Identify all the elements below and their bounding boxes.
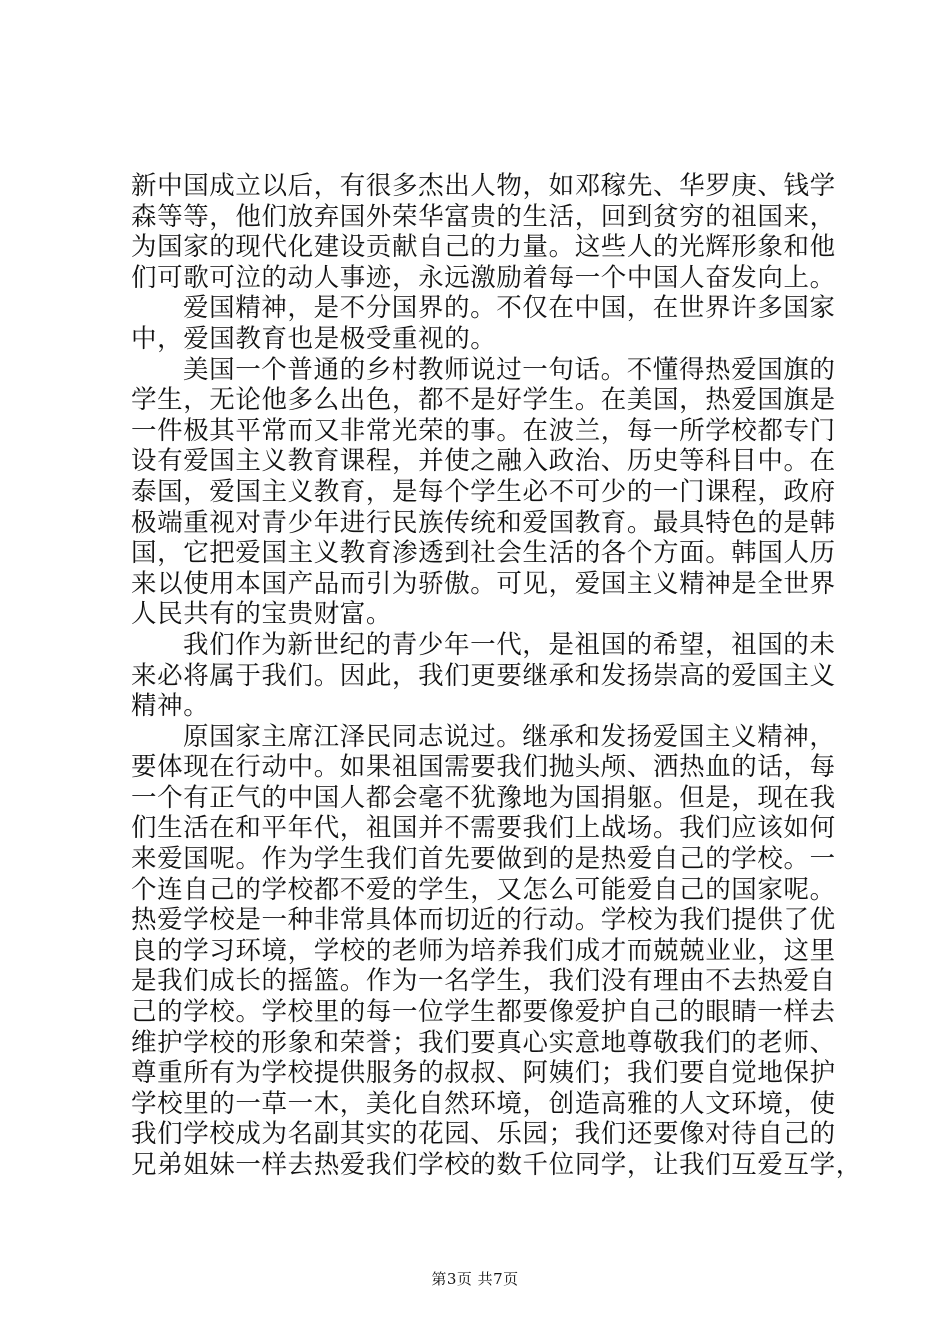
paragraph-5-line-13: 学校里的一草一木，美化自然环境，创造高雅的人文环境，使 (131, 1088, 836, 1119)
paragraph-5-line-5: 来爱国呢。作为学生我们首先要做到的是热爱自己的学校。一 (131, 844, 836, 875)
paragraph-2-line-1: 爱国精神，是不分国界的。不仅在中国，在世界许多国家 (183, 293, 836, 324)
paragraph-5-line-3: 一个有正气的中国人都会毫不犹豫地为国捐躯。但是，现在我 (131, 782, 836, 813)
paragraph-3-line-7: 国，它把爱国主义教育渗透到社会生活的各个方面。韩国人历 (131, 538, 836, 569)
paragraph-5-line-10: 己的学校。学校里的每一位学生都要像爱护自己的眼睛一样去 (131, 997, 836, 1028)
paragraph-5-line-14: 我们学校成为名副其实的花园、乐园；我们还要像对待自己的 (131, 1119, 836, 1150)
paragraph-1-line-2: 森等等，他们放弃国外荣华富贵的生活，回到贫穷的祖国来， (131, 201, 836, 232)
paragraph-5-line-6: 个连自己的学校都不爱的学生，又怎么可能爱自己的国家呢。 (131, 874, 836, 905)
paragraph-5-line-4: 们生活在和平年代，祖国并不需要我们上战场。我们应该如何 (131, 813, 836, 844)
paragraph-1-line-1: 新中国成立以后，有很多杰出人物，如邓稼先、华罗庚、钱学 (131, 171, 836, 201)
paragraph-5-line-2: 要体现在行动中。如果祖国需要我们抛头颅、洒热血的话，每 (131, 752, 836, 783)
paragraph-5-line-7: 热爱学校是一种非常具体而切近的行动。学校为我们提供了优 (131, 905, 836, 936)
paragraph-4-line-3: 精神。 (131, 691, 210, 722)
paragraph-3-line-4: 设有爱国主义教育课程，并使之融入政治、历史等科目中。在 (131, 446, 836, 477)
paragraph-4-line-1: 我们作为新世纪的青少年一代，是祖国的希望，祖国的未 (183, 629, 836, 660)
paragraph-5-line-8: 良的学习环境，学校的老师为培养我们成才而兢兢业业，这里 (131, 935, 836, 966)
document-body (131, 171, 862, 1181)
paragraph-3-line-2: 学生，无论他多么出色，都不是好学生。在美国，热爱国旗是 (131, 385, 836, 416)
paragraph-5-line-11: 维护学校的形象和荣誉；我们要真心实意地尊敬我们的老师、 (131, 1027, 836, 1058)
paragraph-3-line-6: 极端重视对青少年进行民族传统和爱国教育。最具特色的是韩 (131, 507, 836, 538)
paragraph-5-line-9: 是我们成长的摇篮。作为一名学生，我们没有理由不去热爱自 (131, 966, 836, 997)
page-number-footer: 第3页 共7页 (431, 1270, 519, 1288)
paragraph-5-line-12: 尊重所有为学校提供服务的叔叔、阿姨们；我们要自觉地保护 (131, 1058, 836, 1089)
paragraph-3-line-9: 人民共有的宝贵财富。 (131, 599, 393, 630)
paragraph-2-line-2: 中，爱国教育也是极受重视的。 (131, 323, 497, 354)
paragraph-3-line-3: 一件极其平常而又非常光荣的事。在波兰，每一所学校都专门 (131, 415, 836, 446)
paragraph-1-line-3: 为国家的现代化建设贡献自己的力量。这些人的光辉形象和他 (131, 232, 836, 263)
paragraph-3-line-1: 美国一个普通的乡村教师说过一句话。不懂得热爱国旗的 (183, 354, 836, 385)
paragraph-3-line-5: 泰国，爱国主义教育，是每个学生必不可少的一门课程，政府 (131, 476, 836, 507)
paragraph-3-line-8: 来以使用本国产品而引为骄傲。可见，爱国主义精神是全世界 (131, 568, 836, 599)
paragraph-4-line-2: 来必将属于我们。因此，我们更要继承和发扬崇高的爱国主义 (131, 660, 836, 691)
paragraph-1-line-4: 们可歌可泣的动人事迹，永远激励着每一个中国人奋发向上。 (131, 262, 836, 293)
paragraph-5-line-1: 原国家主席江泽民同志说过。继承和发扬爱国主义精神， (183, 721, 836, 752)
paragraph-5-line-15: 兄弟姐妹一样去热爱我们学校的数千位同学，让我们互爱互学， (131, 1150, 862, 1180)
